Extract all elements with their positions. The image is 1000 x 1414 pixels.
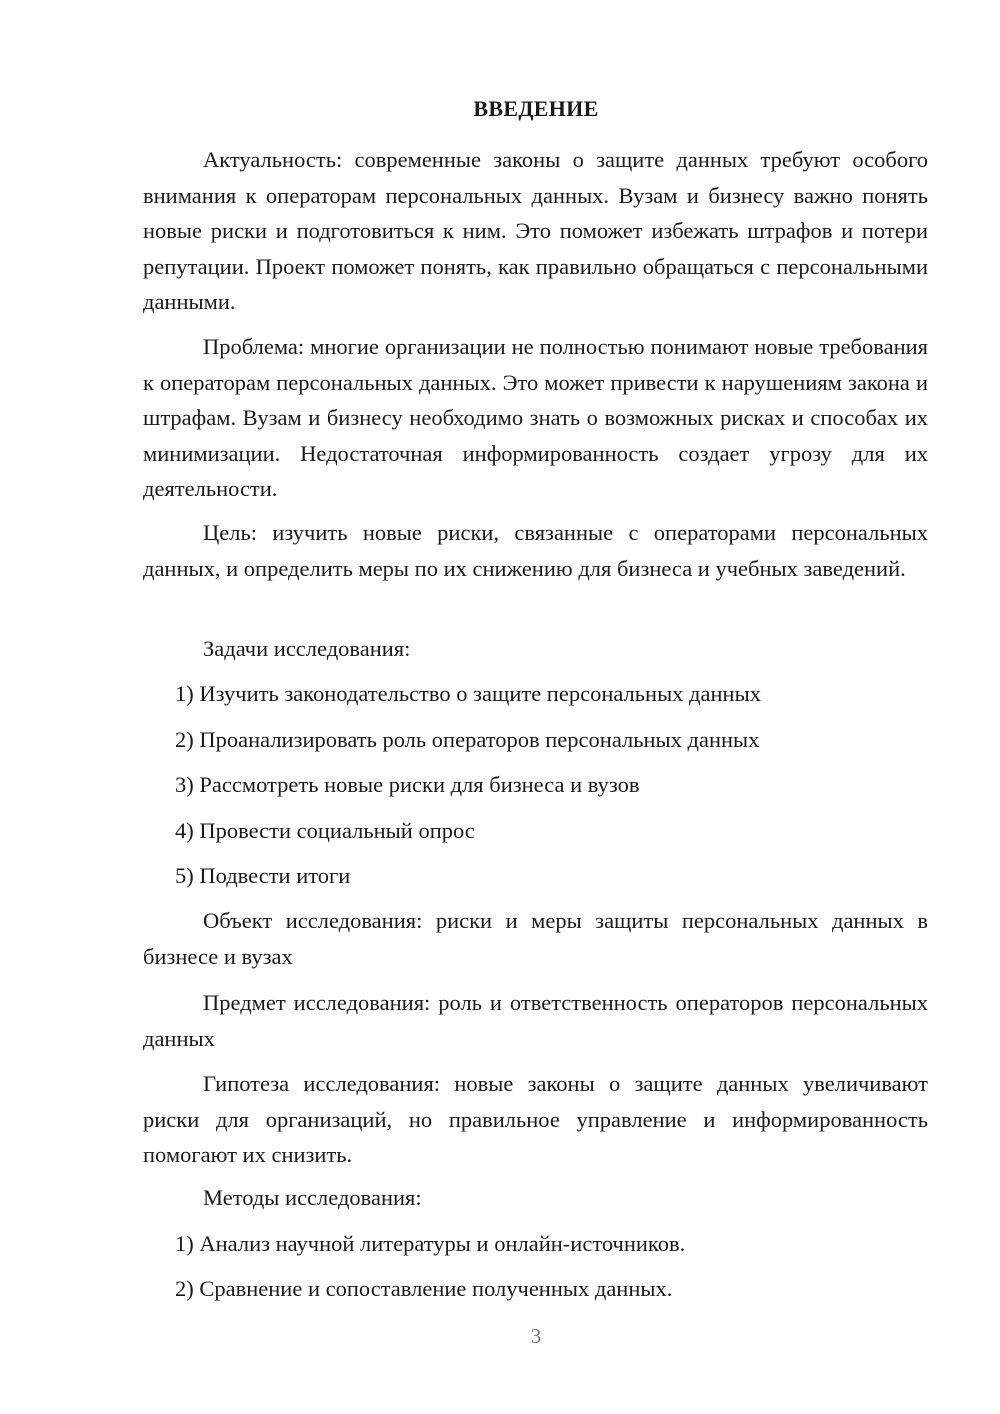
task-item: 4) Провести социальный опрос [175, 818, 475, 843]
paragraph-subject: Предмет исследования: роль и ответственность операторов персональных данных [143, 990, 928, 1051]
paragraph-relevance: Актуальность: современные законы о защите данных требуют особого внимания к операторам персональных данных. Вузам и бизнесу важно понять новые риски и подготовиться к ним. Это поможет избежать штрафов и потери репутации. Проект поможет понять, как правильно обращаться с персональными данными. [143, 147, 928, 314]
tasks-heading: Задачи исследования: [203, 636, 411, 661]
method-item: 1) Анализ научной литературы и онлайн-источников. [175, 1231, 686, 1256]
method-item: 2) Сравнение и сопоставление полученных данных. [175, 1276, 673, 1301]
task-item: 3) Рассмотреть новые риски для бизнеса и вузов [175, 772, 640, 797]
paragraph-hypothesis: Гипотеза исследования: новые законы о защите данных увеличивают риски для организаций, но правильное управление и информированность помогают их снизить. [143, 1071, 928, 1167]
page-number: 3 [530, 1324, 542, 1348]
task-item: 2) Проанализировать роль операторов персональных данных [175, 727, 760, 752]
paragraph-goal: Цель: изучить новые риски, связанные с операторами персональных данных, и определить меры по их снижению для бизнеса и учебных заведений. [143, 520, 928, 581]
paragraph-object: Объект исследования: риски и меры защиты персональных данных в бизнесе и вузах [143, 908, 928, 969]
task-item: 1) Изучить законодательство о защите персональных данных [175, 681, 761, 706]
page-title: ВВЕДЕНИЕ [473, 96, 599, 121]
paragraph-problem: Проблема: многие организации не полностью понимают новые требования к операторам персональных данных. Это может привести к нарушениям закона и штрафам. Вузам и бизнесу необходимо знать о возможных рисках и способах их минимизации. Недостаточная информированность создает угрозу для их деятельности. [143, 334, 928, 501]
methods-heading: Методы исследования: [203, 1185, 422, 1210]
task-item: 5) Подвести итоги [175, 863, 351, 888]
